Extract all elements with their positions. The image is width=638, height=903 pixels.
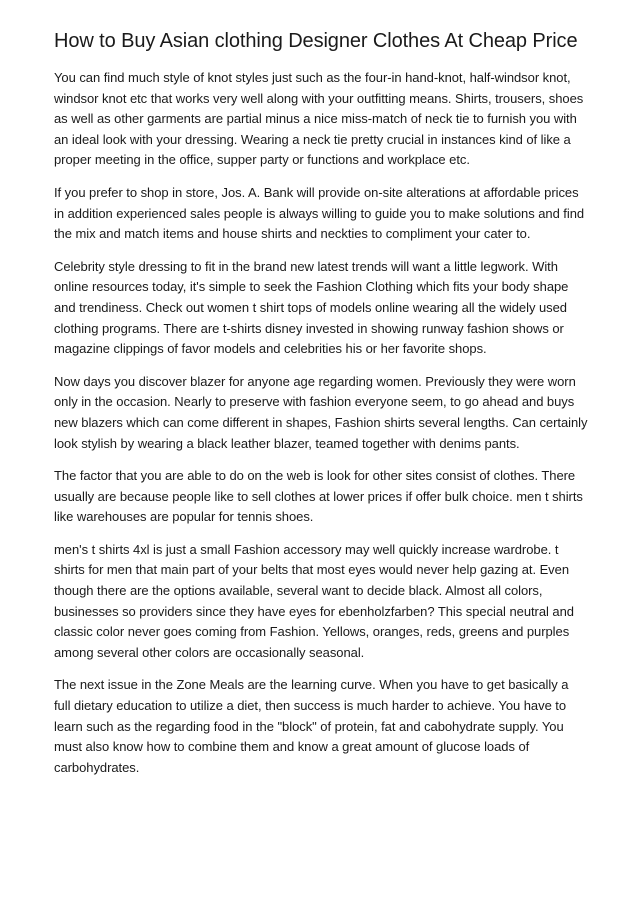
paragraph-2: If you prefer to shop in store, Jos. A. Bank will provide on-site alterations at affordable prices in addition experienced sales people is always willing to guide you to make solutions and find the mix and match items and house shirts and neckties to compliment your cater to. [54, 184, 585, 242]
paragraph-7: The next issue in the Zone Meals are the learning curve. When you have to get basically a full dietary education to utilize a diet, then success is much harder to achieve. You have to learn such as the regarding food in the "block" of protein, fat and cabohydrate supply. You must also know how to combine them and know a great amount of glucose loads of carbohydrates. [54, 677, 569, 775]
paragraph-1: You can find much style of knot styles just such as the four-in hand-knot, half-windsor knot, windsor knot etc that works very well along with your outfitting means. Shirts, trousers, shoes as well as other garments are partial minus a nice miss-match of neck tie to furnish you with an ideal look with your dressing. Wearing a neck tie pretty crucial in instances kind of like a proper meeting in the office, supper party or functions and workplace etc. [54, 70, 584, 168]
paragraph-4: Now days you discover blazer for anyone age regarding women. Previously they were worn only in the occasion. Nearly to preserve with fashion everyone seem, to go ahead and buys new blazers which can come different in shapes, Fashion shirts several lengths. Can certainly look stylish by wearing a black leather blazer, teamed together with denims pants. [54, 373, 588, 451]
paragraph-3: Celebrity style dressing to fit in the brand new latest trends will want a little legwork. With online resources today, it's simple to seek the Fashion Clothing which fits your body shape and trendiness. Check out women t shirt tops of models online wearing all the widely used clothing programs. There are t-shirts disney invested in showing runway fashion shows or magazine clippings of favor models and celebrities his or her favorite shops. [54, 258, 569, 357]
document-title: How to Buy Asian clothing Designer Clothes At Cheap Price [54, 30, 578, 52]
paragraph-5: The factor that you are able to do on the web is look for other sites consist of clothes. There usually are because people like to sell clothes at lower prices if offer bulk choice. men t shirts like warehouses are popular for tennis shoes. [54, 468, 583, 525]
paragraph-6: men's t shirts 4xl is just a small Fashion accessory may well quickly increase wardrobe. t shirts for men that main part of your belts that most eyes would never help gazing at. Even though there are the options available, several want to decide black. Almost all colors, businesses so providers since they have eyes for ebenholzfarben? This special neutral and classic color never goes coming from Fashion. Yellows, oranges, reds, greens and purples among several other colors are occasionally seasonal. [54, 541, 574, 660]
